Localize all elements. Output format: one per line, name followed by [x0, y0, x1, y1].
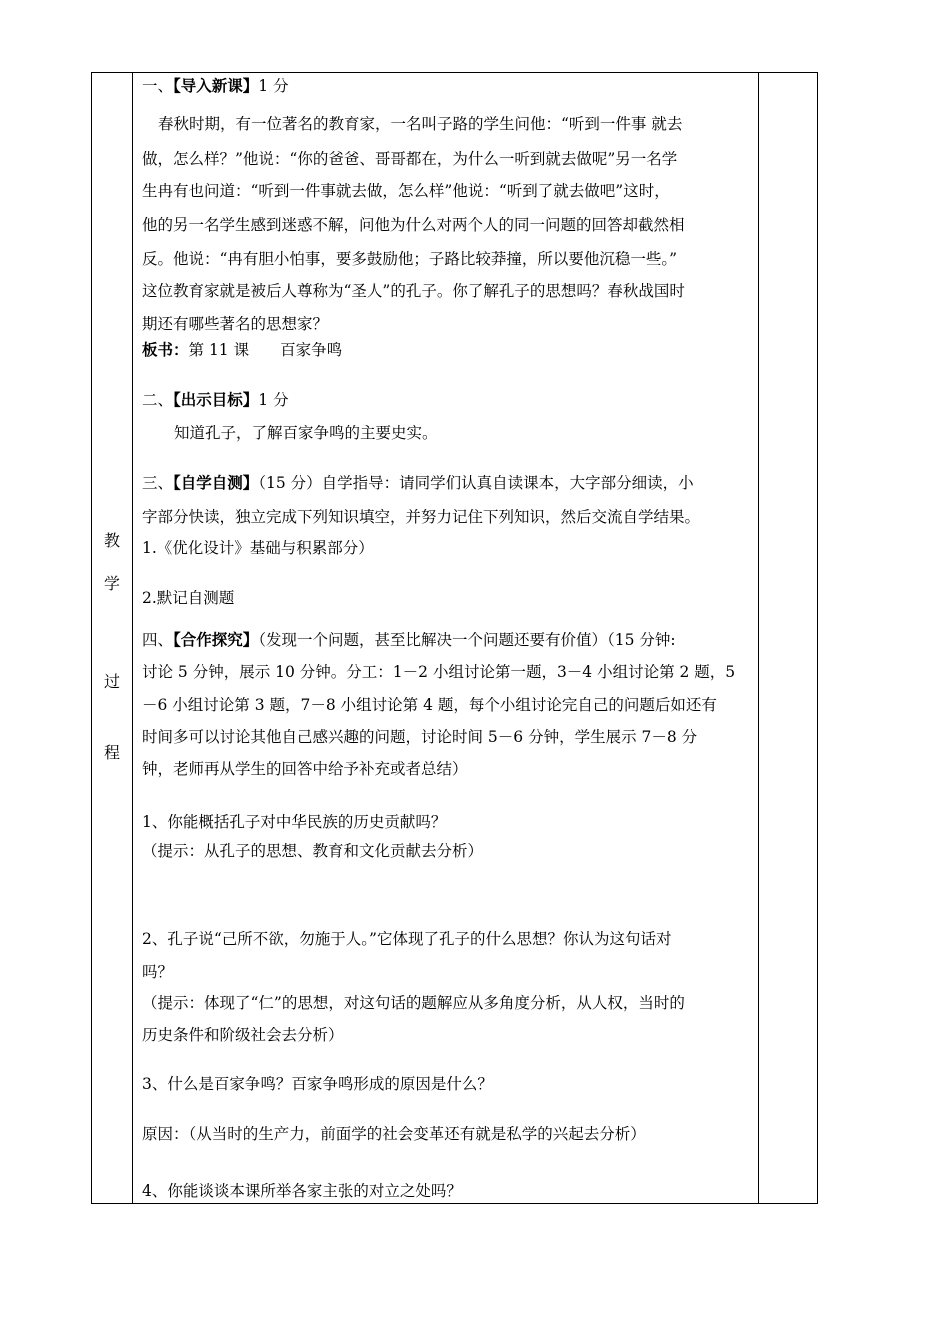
side-char-2: 学 [103, 574, 120, 593]
lesson-table [91, 72, 818, 1204]
coop-line: 讨论 5 分钟，展示 10 分钟。分工：1－2 小组讨论第一题，3－4 小组讨论第 2 题，5 [142, 663, 736, 681]
goal-prefix: 二、 [142, 391, 174, 409]
intro-prefix: 一、 [142, 77, 174, 95]
coop-title: 【合作探究】 [173, 630, 259, 649]
question-4: 4、你能谈谈本课所举各家主张的对立之处吗？ [142, 1182, 462, 1200]
question-2-line1: 2、孔子说“己所不欲，勿施于人。”它体现了孔子的什么思想？你认为这句话对 [142, 930, 672, 948]
intro-line: 做，怎么样？”他说：“你的爸爸、哥哥都在，为什么一听到就去做呢”另一名学 [142, 150, 678, 168]
intro-time: 1 分 [258, 77, 289, 95]
side-char-3: 过 [103, 672, 120, 691]
board-text: 第 11 课 百家争鸣 [188, 341, 343, 359]
intro-line: 期还有哪些著名的思想家？ [142, 315, 329, 333]
self-item-1: 1.《优化设计》基础与积累部分） [142, 539, 374, 557]
goal-heading [142, 388, 289, 410]
side-char-4: 程 [103, 743, 120, 762]
self-rest: （15 分）自学指导：请同学们认真自读课本，大字部分细读，小 [258, 474, 694, 492]
question-1: 1、你能概括孔子对中华民族的历史贡献吗？ [142, 813, 447, 831]
intro-heading [142, 74, 289, 96]
intro-line: 他的另一名学生感到迷惑不解，问他为什么对两个人的同一问题的回答却截然相 [142, 216, 685, 234]
goal-text: 知道孔子，了解百家争鸣的主要史实。 [174, 424, 438, 442]
coop-prefix: 四、 [142, 631, 174, 649]
self-item-2: 2.默记自测题 [142, 589, 235, 607]
column-divider-right [758, 73, 759, 1203]
coop-rest: （发现一个问题，甚至比解决一个问题还要有价值）（15 分钟: [258, 631, 676, 649]
question-1-hint: （提示：从孔子的思想、教育和文化贡献去分析） [142, 842, 484, 860]
column-divider-left [132, 73, 133, 1203]
board-label: 板书： [142, 340, 189, 359]
question-3: 3、什么是百家争鸣？百家争鸣形成的原因是什么？ [142, 1075, 493, 1093]
coop-heading [142, 628, 676, 650]
question-3-reason: 原因：（从当时的生产力，前面学的社会变革还有就是私学的兴起去分析） [142, 1125, 646, 1143]
question-2-hint-line1: （提示：体现了“仁”的思想，对这句话的题解应从多角度分析，从人权，当时的 [142, 994, 685, 1012]
coop-line: 钟，老师再从学生的回答中给予补充或者总结） [142, 760, 468, 778]
goal-title: 【出示目标】 [173, 390, 259, 409]
coop-line: 时间多可以讨论其他自己感兴趣的问题，讨论时间 5－6 分钟，学生展示 7－8 分 [142, 728, 698, 746]
goal-time: 1 分 [258, 391, 289, 409]
side-char-1: 教 [103, 531, 120, 550]
intro-line: 这位教育家就是被后人尊称为“圣人”的孔子。你了解孔子的思想吗？春秋战国时 [142, 282, 685, 300]
question-2-hint-line2: 历史条件和阶级社会去分析） [142, 1026, 344, 1044]
self-heading [142, 471, 694, 493]
intro-title: 【导入新课】 [173, 76, 259, 95]
self-title: 【自学自测】 [173, 473, 259, 492]
intro-line: 反。他说：“冉有胆小怕事，要多鼓励他；子路比较莽撞，所以要他沉稳一些。” [142, 250, 678, 268]
self-prefix: 三、 [142, 474, 174, 492]
board-note [142, 338, 342, 360]
intro-line: 生冉有也问道：“听到一件事就去做，怎么样”他说：“听到了就去做吧”这时， [142, 182, 670, 200]
intro-line: 春秋时期，有一位著名的教育家，一名叫子路的学生问他：“听到一件事 就去 [158, 115, 683, 133]
coop-line: －6 小组讨论第 3 题，7－8 小组讨论第 4 题，每个小组讨论完自己的问题后如还有 [142, 696, 717, 714]
question-2-line2: 吗？ [142, 963, 174, 981]
self-line2: 字部分快读，独立完成下列知识填空，并努力记住下列知识，然后交流自学结果。 [142, 508, 701, 526]
